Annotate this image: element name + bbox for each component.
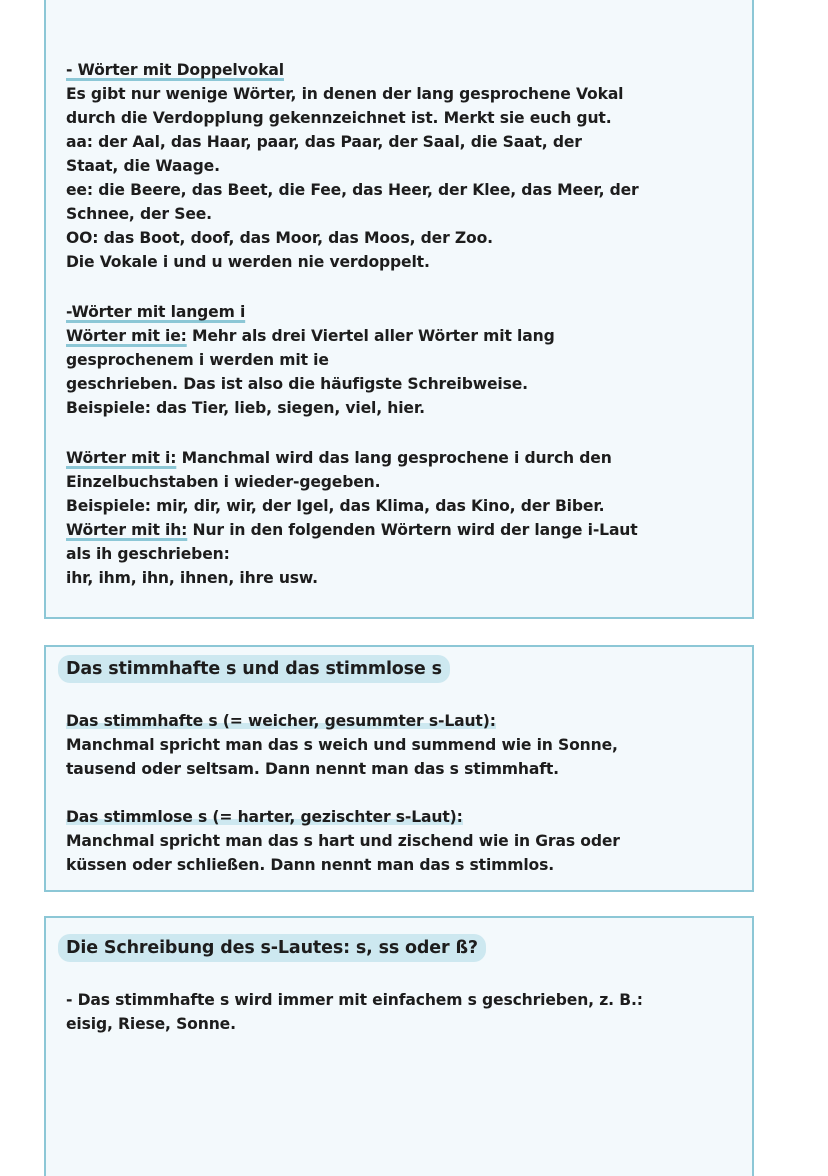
text-line: als ih geschrieben: — [66, 545, 230, 563]
text-line: Staat, die Waage. — [66, 157, 220, 175]
text-line: Es gibt nur wenige Wörter, in denen der lang gesprochene Vokal — [66, 85, 624, 103]
s-laut-section — [44, 645, 754, 892]
text-line: Manchmal spricht man das s hart und zischend wie in Gras oder — [66, 832, 620, 850]
heading-langes-i: -Wörter mit langem i — [66, 303, 246, 321]
text-line: aa: der Aal, das Haar, paar, das Paar, der Saal, die Saat, der — [66, 133, 582, 151]
stimmlos-label: Das stimmlose s (= harter, gezischter s-Laut): — [66, 808, 463, 826]
doppelvokal-section — [44, 0, 754, 619]
text-line: ee: die Beere, das Beet, die Fee, das Heer, der Klee, das Meer, der — [66, 181, 639, 199]
text-line: OO: das Boot, doof, das Moor, das Moos, der Zoo. — [66, 229, 493, 247]
text-line: küssen oder schließen. Dann nennt man das s stimmlos. — [66, 856, 555, 874]
text-line-i — [66, 446, 612, 470]
label-ie: Wörter mit ie: — [66, 327, 187, 345]
text-ih: Nur in den folgenden Wörtern wird der lange i-Laut — [187, 521, 638, 539]
schreibung-section — [44, 916, 754, 1176]
text-line: - Das stimmhafte s wird immer mit einfachem s geschrieben, z. B.: — [66, 991, 643, 1009]
text-line: Einzelbuchstaben i wieder-gegeben. — [66, 473, 381, 491]
text-line: Die Vokale i und u werden nie verdoppelt. — [66, 253, 430, 271]
section-title — [66, 934, 486, 962]
title-highlight: Das stimmhafte s und das stimmlose s — [58, 655, 450, 683]
text-line: Manchmal spricht man das s weich und summend wie in Sonne, — [66, 736, 618, 754]
text-line: Beispiele: das Tier, lieb, siegen, viel, hier. — [66, 399, 425, 417]
text-line: Beispiele: mir, dir, wir, der Igel, das Klima, das Kino, der Biber. — [66, 497, 605, 515]
text-line: gesprochenem i werden mit ie — [66, 351, 329, 369]
text-line-ih — [66, 518, 638, 542]
text-ie: Mehr als drei Viertel aller Wörter mit lang — [186, 327, 555, 345]
text-line: tausend oder seltsam. Dann nennt man das s stimmhaft. — [66, 760, 559, 778]
text-line: ihr, ihm, ihn, ihnen, ihre usw. — [66, 569, 318, 587]
section-title — [66, 655, 450, 683]
text-line-ie — [66, 324, 555, 348]
text-i: Manchmal wird das lang gesprochene i durch den — [176, 449, 612, 467]
heading-doppelvokal: - Wörter mit Doppelvokal — [66, 61, 284, 79]
label-ih: Wörter mit ih: — [66, 521, 188, 539]
text-line: eisig, Riese, Sonne. — [66, 1015, 236, 1033]
text-line: Schnee, der See. — [66, 205, 212, 223]
label-i: Wörter mit i: — [66, 449, 177, 467]
stimmhaft-label: Das stimmhafte s (= weicher, gesummter s-Laut): — [66, 712, 496, 730]
text-line: geschrieben. Das ist also die häufigste Schreibweise. — [66, 375, 528, 393]
text-line: durch die Verdopplung gekennzeichnet ist. Merkt sie euch gut. — [66, 109, 612, 127]
title-highlight: Die Schreibung des s-Lautes: s, ss oder ß? — [58, 934, 486, 962]
